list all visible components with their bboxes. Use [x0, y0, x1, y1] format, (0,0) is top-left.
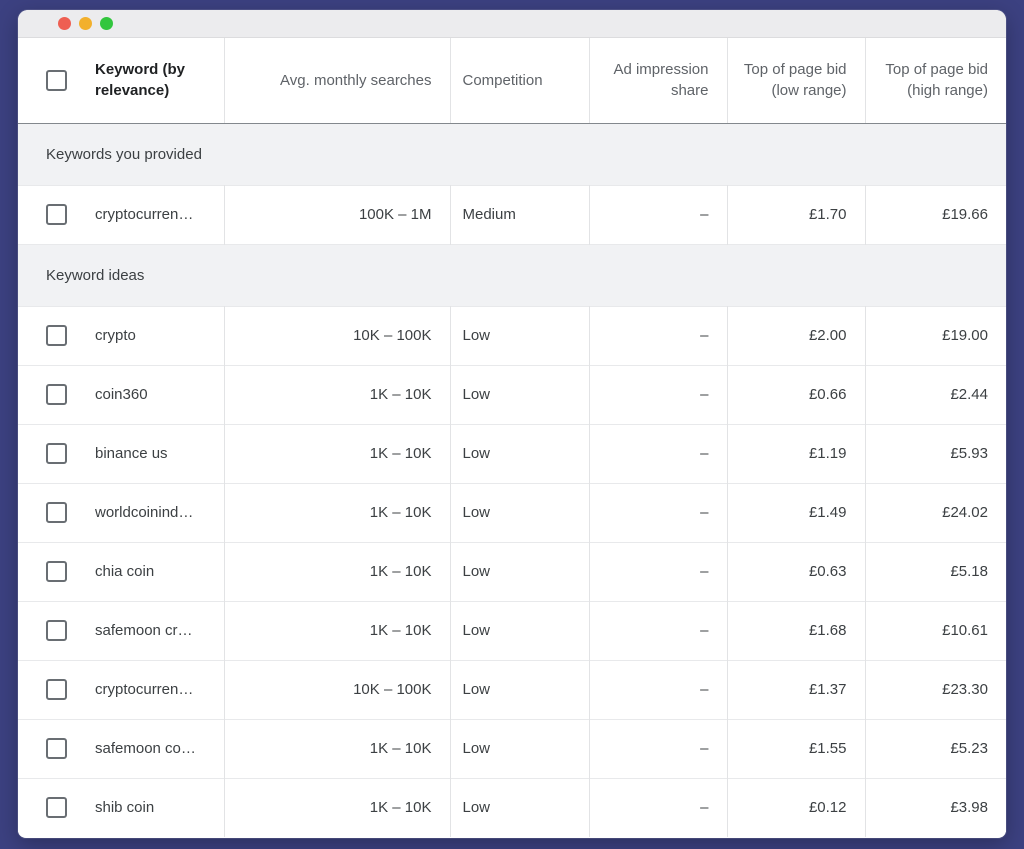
competition-cell: Low — [450, 542, 589, 601]
section-title: Keyword ideas — [18, 244, 1006, 306]
table-row — [18, 483, 1006, 542]
keyword-label: chia coin — [95, 563, 155, 580]
keyword-cell — [18, 365, 224, 424]
competition-cell: Low — [450, 719, 589, 778]
column-header-bid-high[interactable]: Top of page bid (high range) — [865, 38, 1006, 123]
ad_impression_share-cell: – — [589, 424, 727, 483]
row-checkbox[interactable] — [46, 679, 67, 700]
keyword-label: cryptocurren… — [95, 206, 194, 223]
section-row — [18, 244, 1006, 306]
keyword-label: coin360 — [95, 386, 148, 403]
searches-cell: 100K – 1M — [224, 185, 450, 244]
keyword-cell — [18, 306, 224, 365]
bid_low-cell: £1.49 — [727, 483, 865, 542]
keyword-table — [18, 38, 1006, 837]
table-row — [18, 660, 1006, 719]
table-row — [18, 601, 1006, 660]
ad_impression_share-cell: – — [589, 483, 727, 542]
section-row — [18, 123, 1006, 185]
row-checkbox[interactable] — [46, 797, 67, 818]
section-title: Keywords you provided — [18, 123, 1006, 185]
bid_low-cell: £1.70 — [727, 185, 865, 244]
bid_low-cell: £1.55 — [727, 719, 865, 778]
table-header — [18, 38, 1006, 123]
bid_high-cell: £19.66 — [865, 185, 1006, 244]
bid_low-cell: £1.19 — [727, 424, 865, 483]
row-checkbox[interactable] — [46, 204, 67, 225]
searches-cell: 1K – 10K — [224, 424, 450, 483]
keyword-cell — [18, 542, 224, 601]
bid_high-cell: £5.93 — [865, 424, 1006, 483]
row-checkbox[interactable] — [46, 620, 67, 641]
table-row — [18, 719, 1006, 778]
row-checkbox[interactable] — [46, 384, 67, 405]
competition-cell: Low — [450, 306, 589, 365]
keyword-label: crypto — [95, 327, 136, 344]
bid_high-cell: £5.18 — [865, 542, 1006, 601]
competition-cell: Low — [450, 424, 589, 483]
row-checkbox[interactable] — [46, 502, 67, 523]
bid_high-cell: £10.61 — [865, 601, 1006, 660]
searches-cell: 1K – 10K — [224, 719, 450, 778]
bid_low-cell: £0.12 — [727, 778, 865, 837]
window-titlebar — [18, 10, 1006, 38]
table-row — [18, 778, 1006, 837]
bid_high-cell: £3.98 — [865, 778, 1006, 837]
competition-cell: Low — [450, 365, 589, 424]
bid_high-cell: £5.23 — [865, 719, 1006, 778]
column-header-searches[interactable]: Avg. monthly searches — [224, 38, 450, 123]
keyword-label: binance us — [95, 445, 168, 462]
bid_low-cell: £1.37 — [727, 660, 865, 719]
searches-cell: 1K – 10K — [224, 365, 450, 424]
searches-cell: 10K – 100K — [224, 306, 450, 365]
keyword-label: worldcoinind… — [95, 504, 194, 521]
row-checkbox[interactable] — [46, 561, 67, 582]
searches-cell: 1K – 10K — [224, 601, 450, 660]
bid_low-cell: £2.00 — [727, 306, 865, 365]
searches-cell: 1K – 10K — [224, 483, 450, 542]
table-row — [18, 306, 1006, 365]
table-body — [18, 123, 1006, 837]
bid_high-cell: £23.30 — [865, 660, 1006, 719]
column-header-keyword-label: Keyword (by relevance) — [95, 61, 186, 100]
keyword-label: shib coin — [95, 799, 155, 817]
keyword-cell — [18, 601, 224, 660]
competition-cell: Medium — [450, 185, 589, 244]
table-row — [18, 424, 1006, 483]
ad_impression_share-cell: – — [589, 365, 727, 424]
row-checkbox[interactable] — [46, 443, 67, 464]
keyword-cell — [18, 660, 224, 719]
competition-cell: Low — [450, 601, 589, 660]
bid_low-cell: £0.66 — [727, 365, 865, 424]
keyword-cell — [18, 719, 224, 778]
ad_impression_share-cell: – — [589, 601, 727, 660]
ad_impression_share-cell: – — [589, 185, 727, 244]
keyword-cell — [18, 483, 224, 542]
bid_high-cell: £19.00 — [865, 306, 1006, 365]
row-checkbox[interactable] — [46, 325, 67, 346]
searches-cell: 1K – 10K — [224, 778, 450, 837]
bid_high-cell: £24.02 — [865, 483, 1006, 542]
keyword-cell — [18, 424, 224, 483]
table-row — [18, 185, 1006, 244]
bid_high-cell: £2.44 — [865, 365, 1006, 424]
minimize-button[interactable] — [79, 17, 92, 30]
competition-cell: Low — [450, 483, 589, 542]
keyword-cell — [18, 185, 224, 244]
searches-cell: 1K – 10K — [224, 542, 450, 601]
close-button[interactable] — [58, 17, 71, 30]
app-window — [18, 10, 1006, 838]
table-row — [18, 365, 1006, 424]
bid_low-cell: £1.68 — [727, 601, 865, 660]
row-checkbox[interactable] — [46, 738, 67, 759]
ad_impression_share-cell: – — [589, 719, 727, 778]
searches-cell: 10K – 100K — [224, 660, 450, 719]
competition-cell: Low — [450, 660, 589, 719]
ad_impression_share-cell: – — [589, 542, 727, 601]
keyword-label: safemoon co… — [95, 740, 196, 757]
keyword-label: cryptocurren… — [95, 681, 194, 698]
keyword-label: safemoon cr… — [95, 622, 193, 639]
keyword-cell — [18, 778, 224, 837]
ad_impression_share-cell: – — [589, 306, 727, 365]
zoom-button[interactable] — [100, 17, 113, 30]
ad_impression_share-cell: – — [589, 660, 727, 719]
bid_low-cell: £0.63 — [727, 542, 865, 601]
ad_impression_share-cell: – — [589, 778, 727, 837]
column-header-bid-low[interactable]: Top of page bid (low range) — [727, 38, 865, 123]
select-all-checkbox[interactable] — [46, 70, 67, 91]
traffic-lights — [58, 17, 113, 30]
column-header-competition[interactable]: Competition — [450, 38, 589, 123]
table-row — [18, 542, 1006, 601]
column-header-keyword[interactable] — [18, 38, 224, 123]
competition-cell: Low — [450, 778, 589, 837]
column-header-ad-impression-share[interactable]: Ad impression share — [589, 38, 727, 123]
